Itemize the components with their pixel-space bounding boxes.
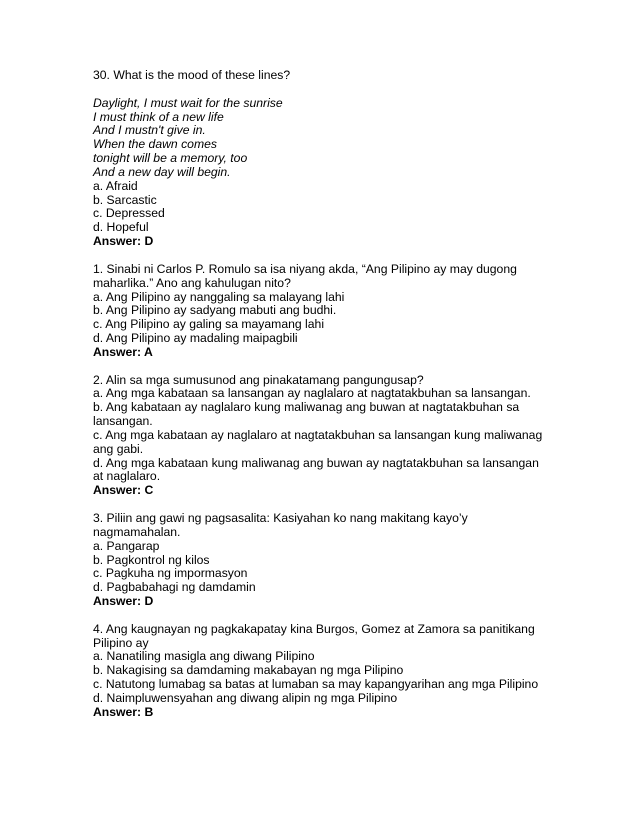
poem-line: I must think of a new life — [93, 109, 224, 124]
spacer — [93, 360, 563, 374]
choice-c: c. Depressed — [93, 206, 165, 221]
choice-a: a. Nanatiling masigla ang diwang Pilipino — [93, 649, 315, 664]
poem-line: Daylight, I must wait for the sunrise — [93, 95, 283, 110]
choice-d: d. Ang mga kabataan kung maliwanag ang buwan ay nagtatakbuhan sa lansangan — [93, 455, 539, 470]
answer-label: Answer: D — [93, 594, 154, 609]
document-page — [93, 69, 563, 720]
poem-line: And a new day will begin. — [93, 164, 231, 179]
answer-label: Answer: D — [93, 234, 154, 249]
choice-a: a. Ang Pilipino ay nanggaling sa malayang lahi — [93, 289, 345, 304]
choice-d: d. Naimpluwensyahan ang diwang alipin ng mga Pilipino — [93, 690, 398, 705]
choice-d-continued: at naglalaro. — [93, 469, 161, 484]
choice-b: b. Nakagising sa damdaming makabayan ng mga Pilipino — [93, 663, 404, 678]
question-text: maharlika.” Ano ang kahulugan nito? — [93, 275, 291, 290]
question-text: 1. Sinabi ni Carlos P. Romulo sa isa niyang akda, “Ang Pilipino ay may dugong — [93, 261, 517, 276]
spacer — [93, 83, 563, 97]
poem-line: tonight will be a memory, too — [93, 151, 248, 166]
spacer — [93, 249, 563, 263]
question-2 — [93, 374, 563, 499]
choice-c: c. Ang Pilipino ay galing sa mayamang lahi — [93, 317, 325, 332]
question-text: 30. What is the mood of these lines? — [93, 68, 291, 82]
choice-b: b. Sarcastic — [93, 192, 157, 207]
choice-c: c. Pagkuha ng impormasyon — [93, 566, 248, 581]
question-text: 4. Ang kaugnayan ng pagkakapatay kina Burgos, Gomez at Zamora sa panitikang — [93, 621, 535, 636]
choice-b: b. Pagkontrol ng kilos — [93, 552, 210, 567]
question-text: nagmamahalan. — [93, 524, 181, 539]
choice-d: d. Pagbabahagi ng damdamin — [93, 580, 256, 595]
choice-c: c. Natutong lumabag sa batas at lumaban sa may kapangyarihan ang mga Pilipino — [93, 677, 539, 692]
poem-line: When the dawn comes — [93, 137, 217, 152]
choice-a: a. Pangarap — [93, 538, 160, 553]
choice-c-continued: ang gabi. — [93, 441, 144, 456]
spacer — [93, 609, 563, 623]
choice-c: c. Ang mga kabataan ay naglalaro at nagtatakbuhan sa lansangan kung maliwanag — [93, 427, 543, 442]
question-text: Pilipino ay — [93, 635, 149, 650]
choice-d: d. Ang Pilipino ay madaling maipagbili — [93, 331, 298, 346]
poem-line: And I mustn't give in. — [93, 123, 206, 138]
choice-b-continued: lansangan. — [93, 414, 153, 429]
choice-a: a. Afraid — [93, 178, 138, 193]
answer-label: Answer: A — [93, 344, 153, 359]
question-3 — [93, 512, 563, 609]
choice-b: b. Ang kabataan ay naglalaro kung maliwanag ang buwan at nagtatakbuhan sa — [93, 400, 520, 415]
question-4 — [93, 623, 563, 720]
choice-d: d. Hopeful — [93, 220, 149, 235]
choice-b: b. Ang Pilipino ay sadyang mabuti ang budhi. — [93, 303, 337, 318]
spacer — [93, 498, 563, 512]
answer-label: Answer: C — [93, 483, 154, 498]
question-text: 2. Alin sa mga sumusunod ang pinakatamang pangungusap? — [93, 372, 424, 387]
question-1 — [93, 263, 563, 360]
question-30 — [93, 69, 563, 249]
question-text: 3. Piliin ang gawi ng pagsasalita: Kasiyahan ko nang makitang kayo’y — [93, 511, 468, 525]
answer-label: Answer: B — [93, 704, 154, 719]
choice-a: a. Ang mga kabataan sa lansangan ay naglalaro at nagtatakbuhan sa lansangan. — [93, 386, 531, 401]
